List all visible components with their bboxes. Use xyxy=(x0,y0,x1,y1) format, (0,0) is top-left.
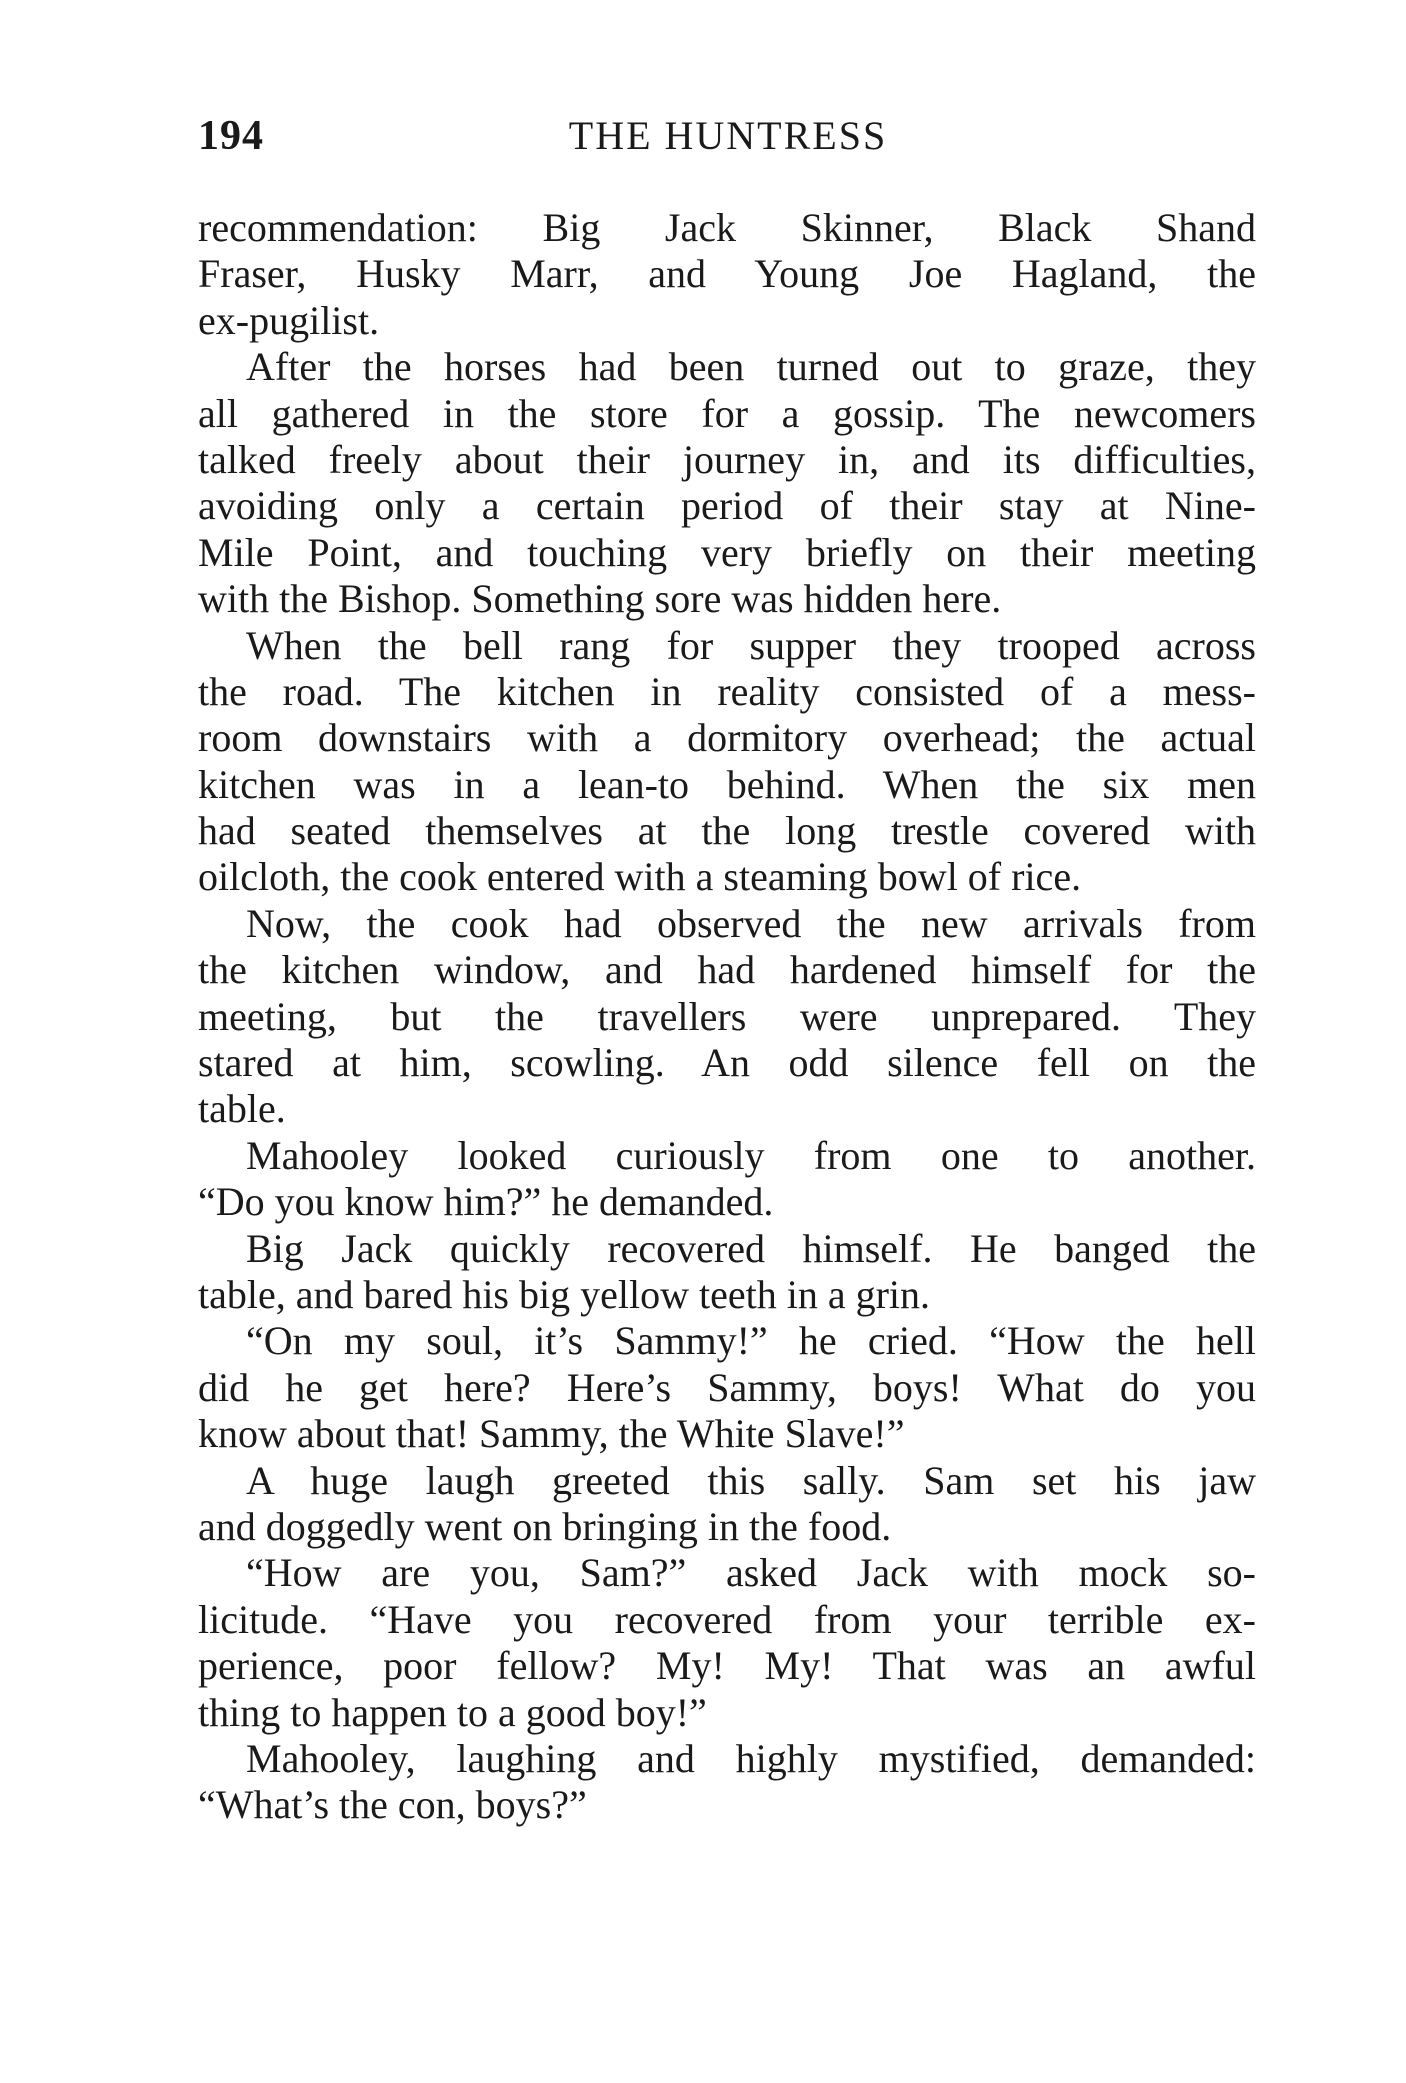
text-line: did he get here? Here’s Sammy, boys! What do you xyxy=(198,1364,1256,1410)
text-line: room downstairs with a dormitory overhead; the actual xyxy=(198,715,1256,761)
text-line: recommendation: Big Jack Skinner, Black Shand xyxy=(198,205,1256,250)
text-line: the road. The kitchen in reality consisted of a mess- xyxy=(198,668,1256,714)
page-header xyxy=(198,112,1258,172)
text-line: Mahooley looked curiously from one to another. xyxy=(246,1132,1256,1178)
text-line: Fraser, Husky Marr, and Young Joe Hagland, the xyxy=(198,251,1256,297)
text-line: with the Bishop. Something sore was hidden here. xyxy=(198,576,1002,622)
text-line: After the horses had been turned out to graze, they xyxy=(246,344,1256,390)
text-line: “How are you, Sam?” asked Jack with mock so- xyxy=(246,1550,1256,1596)
text-line: table. xyxy=(198,1086,286,1132)
text-line: had seated themselves at the long trestle covered with xyxy=(198,808,1256,854)
text-line: ex-pugilist. xyxy=(198,297,380,343)
page-number: 194 xyxy=(198,113,264,159)
text-line: Now, the cook had observed the new arrivals from xyxy=(246,900,1256,946)
body-text xyxy=(198,205,1256,1829)
text-line: perience, poor fellow? My! My! That was an awful xyxy=(198,1643,1256,1689)
text-line: licitude. “Have you recovered from your terrible ex- xyxy=(198,1596,1256,1642)
text-line: Big Jack quickly recovered himself. He banged the xyxy=(246,1225,1256,1271)
text-line: Mahooley, laughing and highly mystified, demanded: xyxy=(246,1735,1256,1781)
text-line: meeting, but the travellers were unprepared. They xyxy=(198,993,1256,1039)
text-line: stared at him, scowling. An odd silence fell on the xyxy=(198,1040,1256,1086)
text-line: table, and bared his big yellow teeth in a grin. xyxy=(198,1271,931,1317)
text-line: A huge laugh greeted this sally. Sam set his jaw xyxy=(246,1457,1256,1503)
text-line: “On my soul, it’s Sammy!” he cried. “How the hell xyxy=(246,1318,1256,1364)
text-line: and doggedly went on bringing in the food. xyxy=(198,1503,892,1549)
text-line: Mile Point, and touching very briefly on their meeting xyxy=(198,529,1256,575)
text-line: thing to happen to a good boy!” xyxy=(198,1689,707,1735)
text-line: all gathered in the store for a gossip. The newcomers xyxy=(198,390,1256,436)
text-line: talked freely about their journey in, and its difficulties, xyxy=(198,436,1256,482)
text-line: avoiding only a certain period of their stay at Nine- xyxy=(198,483,1256,529)
text-line: “What’s the con, boys?” xyxy=(198,1782,587,1828)
running-title: THE HUNTRESS xyxy=(568,113,888,158)
text-line: the kitchen window, and had hardened himself for the xyxy=(198,947,1256,993)
text-line: know about that! Sammy, the White Slave!” xyxy=(198,1411,905,1457)
text-line: oilcloth, the cook entered with a steaming bowl of rice. xyxy=(198,854,1082,900)
text-line: “Do you know him?” he demanded. xyxy=(198,1179,774,1225)
text-line: kitchen was in a lean-to behind. When the six men xyxy=(198,761,1256,807)
text-line: When the bell rang for supper they trooped across xyxy=(246,622,1256,668)
